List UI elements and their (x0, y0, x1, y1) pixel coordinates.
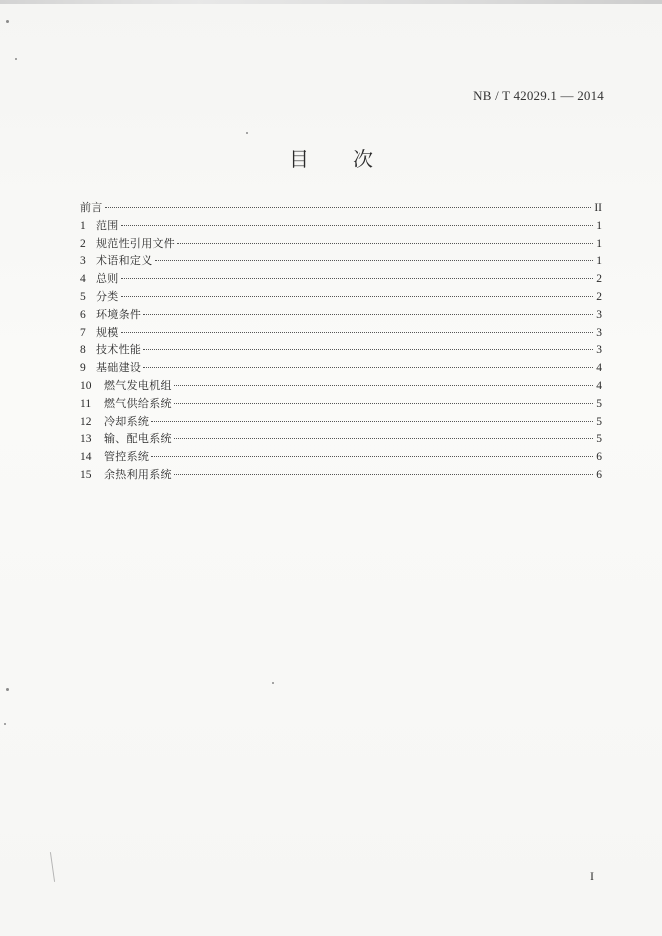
toc-entry-number: 10 (80, 379, 92, 392)
toc-entry-page: 5 (596, 415, 602, 428)
scan-speck (15, 58, 17, 60)
toc-entry-page: 6 (596, 468, 602, 481)
toc-dot-leader (174, 385, 593, 386)
toc-entry-page: 2 (596, 290, 602, 303)
toc-entry-page: 4 (596, 379, 602, 392)
toc-dot-leader (143, 367, 593, 368)
toc-entry-number: 7 (80, 326, 86, 339)
toc-entry-number: 12 (80, 415, 92, 428)
toc-entry[interactable] (80, 448, 602, 466)
toc-entry-label: 前言 (80, 201, 103, 214)
toc-entry-label: 燃气发电机组 (104, 378, 172, 392)
table-of-contents (80, 199, 602, 484)
toc-entry-page: 4 (596, 362, 602, 375)
toc-entry-page: 5 (596, 397, 602, 410)
toc-dot-leader (177, 243, 593, 244)
toc-entry[interactable] (80, 306, 602, 324)
toc-entry-number: 15 (80, 468, 92, 481)
toc-dot-leader (121, 332, 593, 333)
toc-entry-number: 6 (80, 308, 86, 321)
document-code: NB / T 42029.1 — 2014 (473, 88, 604, 103)
toc-entry-label: 输、配电系统 (104, 432, 172, 446)
toc-entry-label: 范围 (96, 218, 119, 232)
toc-entry[interactable] (80, 217, 602, 235)
toc-dot-leader (174, 403, 593, 404)
toc-entry[interactable] (80, 466, 602, 484)
toc-entry[interactable] (80, 359, 602, 377)
toc-dot-leader (121, 225, 593, 226)
toc-dot-leader (151, 421, 593, 422)
toc-entry-number: 3 (80, 255, 86, 268)
toc-entry-number: 13 (80, 433, 92, 446)
toc-entry[interactable] (80, 430, 602, 448)
toc-entry-label: 环境条件 (96, 307, 142, 321)
toc-entry[interactable] (80, 252, 602, 270)
toc-dot-leader (105, 207, 592, 208)
toc-entry-label: 总则 (96, 272, 119, 286)
toc-dot-leader (143, 314, 593, 315)
toc-entry-page: 5 (596, 433, 602, 446)
toc-entry-label: 燃气供给系统 (104, 396, 172, 410)
toc-entry-page: 6 (596, 451, 602, 464)
scan-speck (4, 723, 6, 725)
toc-entry-number: 2 (80, 237, 86, 250)
toc-entry[interactable] (80, 235, 602, 253)
toc-entry[interactable] (80, 395, 602, 413)
toc-entry-number: 1 (80, 219, 86, 232)
toc-entry-page: 1 (596, 237, 602, 250)
toc-entry-label: 技术性能 (96, 343, 142, 357)
toc-entry-page: 3 (596, 326, 602, 339)
toc-entry[interactable] (80, 341, 602, 359)
toc-entry-label: 规模 (96, 325, 119, 339)
page-title: 目次 (289, 147, 417, 171)
toc-entry-number: 14 (80, 451, 92, 464)
toc-entry-label: 规范性引用文件 (96, 236, 176, 250)
scan-speck (272, 682, 274, 684)
toc-entry-number: 9 (80, 362, 86, 375)
toc-entry[interactable] (80, 288, 602, 306)
toc-entry[interactable] (80, 377, 602, 395)
toc-entry-page: 3 (596, 344, 602, 357)
toc-dot-leader (121, 278, 593, 279)
scan-speck (6, 20, 9, 23)
scan-speck (6, 688, 9, 691)
toc-dot-leader (174, 474, 593, 475)
toc-dot-leader (174, 438, 593, 439)
toc-entry-number: 8 (80, 344, 86, 357)
toc-entry[interactable] (80, 324, 602, 342)
toc-entry-label: 管控系统 (104, 450, 150, 464)
scan-edge (0, 0, 662, 4)
toc-entry-page: 3 (596, 308, 602, 321)
toc-entry[interactable] (80, 413, 602, 431)
toc-entry-number: 5 (80, 290, 86, 303)
toc-entry[interactable] (80, 270, 602, 288)
toc-entry-number: 4 (80, 273, 86, 286)
toc-dot-leader (143, 349, 593, 350)
scan-speck (246, 132, 248, 134)
toc-dot-leader (121, 296, 593, 297)
toc-entry-label: 冷却系统 (104, 414, 150, 428)
toc-entry-page: 1 (596, 219, 602, 232)
toc-entry-number: 11 (80, 397, 92, 410)
toc-entry-label: 术语和定义 (96, 254, 153, 268)
toc-dot-leader (155, 260, 594, 261)
toc-entry-label: 分类 (96, 289, 119, 303)
toc-entry-page: 1 (596, 255, 602, 268)
scan-scratch (50, 852, 55, 882)
toc-entry-label: 余热利用系统 (104, 467, 172, 481)
page-number: I (590, 869, 594, 883)
toc-entry-page: II (594, 202, 602, 214)
toc-entry-label: 基础建设 (96, 361, 142, 375)
toc-entry[interactable] (80, 199, 602, 217)
toc-entry-page: 2 (596, 273, 602, 286)
toc-dot-leader (151, 456, 593, 457)
